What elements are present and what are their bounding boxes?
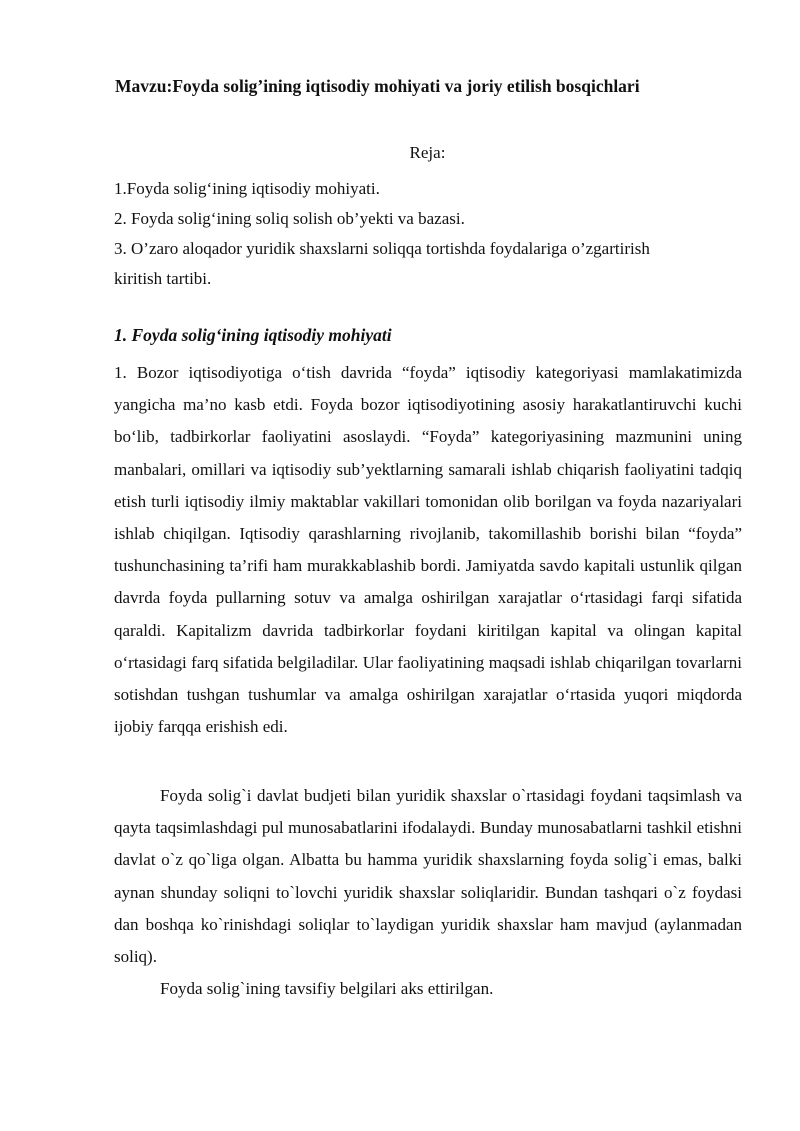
- plan-heading: Reja:: [409, 143, 446, 162]
- body-paragraph: Foyda solig`ining tavsifiy belgilari aks ettirilgan.: [160, 979, 494, 998]
- section-heading: 1. Foyda solig‘ining iqtisodiy mohiyati: [114, 325, 392, 345]
- plan-item: 2. Foyda solig‘ining soliq solish ob’yekti va bazasi.: [114, 209, 465, 228]
- body-paragraph: Foyda solig`i davlat budjeti bilan yuridik shaxslar o`rtasidagi foydani taqsimlash va qayta taqsimlashdagi pul munosabatlarini ifodalaydi. Bunday munosabatlarni tashkil etishni davlat o`z qo`liga olgan. Albatta bu hamma yuridik shaxslarning foyda solig`i emas, balki aynan shunday soliqni to`lovchi yuridik shaxslar soliqlaridir. Bundan tashqari o`z foydasi dan boshqa ko`rinishdagi soliqlar to`laydigan yuridik shaxslar ham mavjud (aylanmadan soliq).: [114, 786, 742, 967]
- body-paragraph: 1. Bozor iqtisodiyotiga o‘tish davrida “foyda” iqtisodiy kategoriyasi mamlakatimizda yangicha ma’no kasb etdi. Foyda bozor iqtisodiyotining asosiy harakatlantiruvchi kuchi bo‘lib, tadbirkorlar faoliyatini asoslaydi. “Foyda” kategoriyasining mazmunini uning manbalari, omillari va iqtisodiy sub’yektlarning samarali ishlab chiqarish faoliyatini tadqiq etish turli iqtisodiy ilmiy maktablar vakillari tomonidan olib borilgan va foyda nazariyalari ishlab chiqilgan. Iqtisodiy qarashlarning rivojlanib, takomillashib borishi bilan “foyda” tushunchasining ta’rifi ham murakkablashib bordi. Jamiyatda savdo kapitali ustunlik qilgan davrda foyda pullarning sotuv va amalga oshirilgan xarajatlar o‘rtasidagi farqi sifatida qaraldi. Kapitalizm davrida tadbirkorlar foydani kiritilgan kapital va olingan kapital o‘rtasidagi farq sifatida belgiladilar. Ular faoliyatining maqsadi ishlab chiqarilgan tovarlarni sotishdan tushgan tushumlar va amalga oshirilgan xarajatlar o‘rtasida yuqori miqdorda ijobiy farqqa erishish edi.: [114, 363, 742, 737]
- plan-item: 1.Foyda solig‘ining iqtisodiy mohiyati.: [114, 179, 380, 198]
- plan-item: kiritish tartibi.: [114, 269, 212, 288]
- plan-item: 3. O’zaro aloqador yuridik shaxslarni soliqqa tortishda foydalariga o’zgartirish: [114, 239, 650, 258]
- plan-list: [114, 174, 754, 294]
- document-title: Mavzu:Foyda solig’ining iqtisodiy mohiyati va joriy etilish bosqichlari: [115, 76, 640, 96]
